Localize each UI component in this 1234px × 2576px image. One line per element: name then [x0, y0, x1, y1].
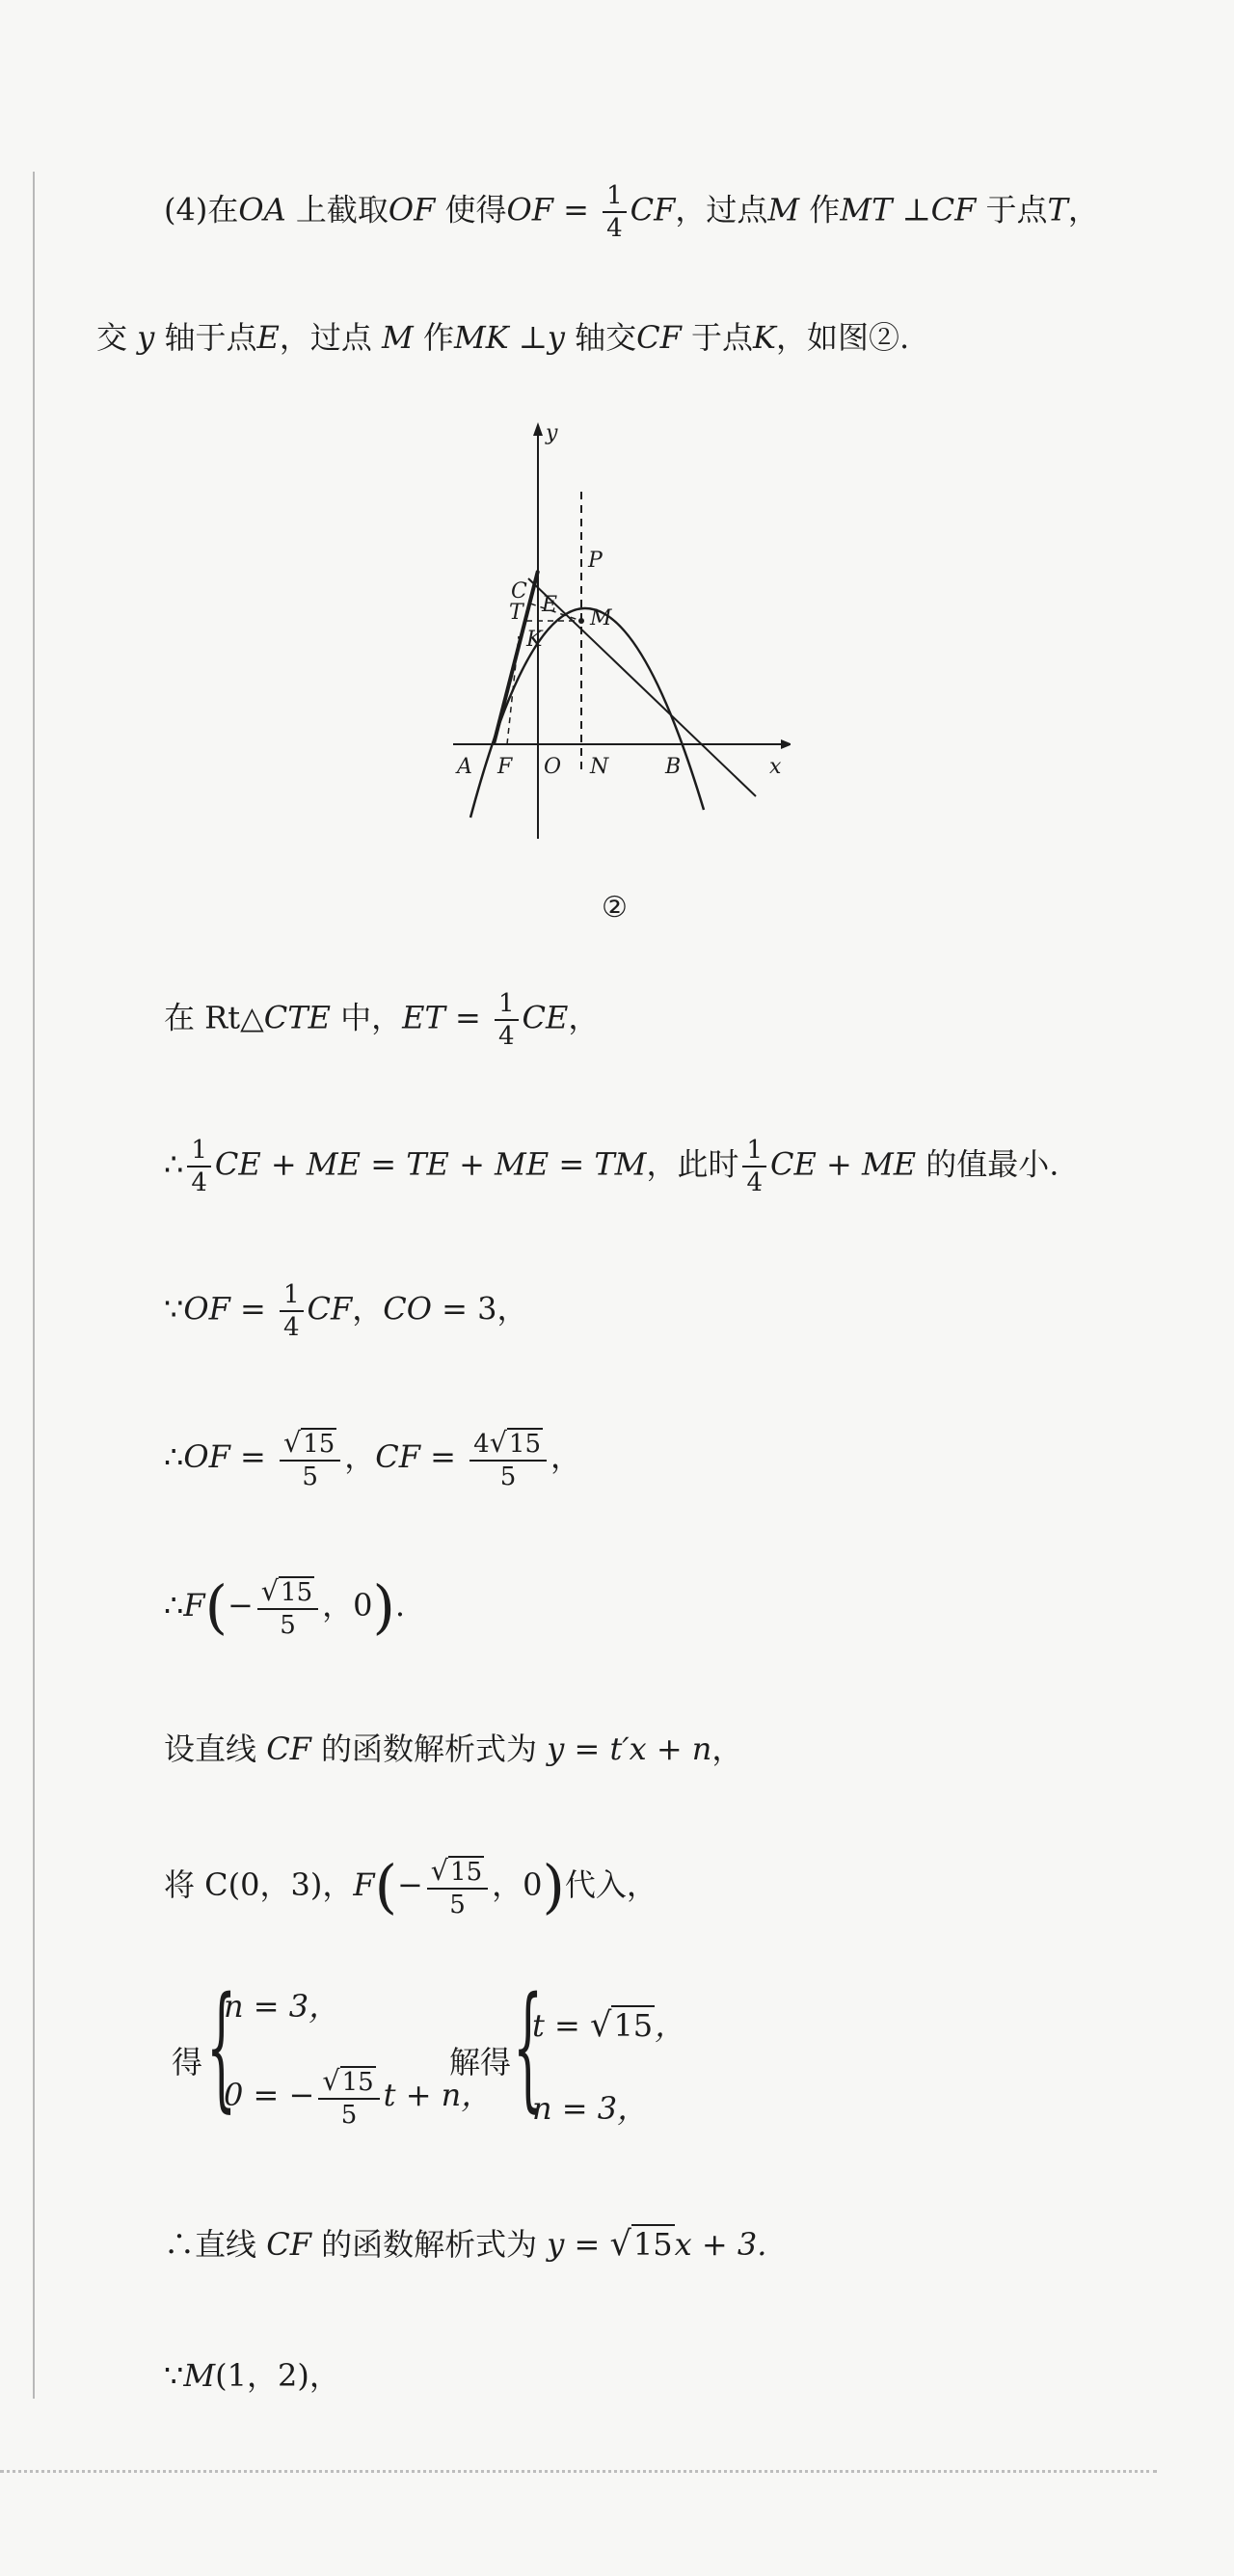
therefore-symbol: ∴ — [164, 1145, 184, 1183]
therefore-symbol: ∴ — [164, 1438, 184, 1475]
label-C: C — [511, 579, 527, 604]
label-B: B — [665, 755, 682, 779]
sqrt: √15 — [322, 2064, 374, 2097]
math-var: CF — [375, 1438, 420, 1475]
math-var: M — [382, 319, 414, 356]
text: 的函数解析式为 — [310, 2226, 548, 2263]
numerator — [427, 1854, 488, 1890]
math-var: CTE — [263, 999, 331, 1036]
radicand: 15 — [303, 1430, 335, 1459]
label-M: M — [590, 606, 612, 631]
label-N: N — [590, 755, 609, 779]
sqrt: √15 — [430, 1854, 483, 1887]
numerator — [318, 2064, 379, 2100]
math-var: M — [183, 2357, 216, 2394]
text: 使得 — [435, 191, 507, 228]
fraction — [427, 1854, 488, 1919]
math-var: OF — [388, 191, 436, 228]
text: ，如图②. — [775, 319, 910, 356]
text: 的值最小. — [916, 1145, 1060, 1183]
left-brace: { — [206, 1969, 237, 2126]
text: ， — [568, 999, 600, 1036]
numerator — [257, 1574, 318, 1610]
math-var: CF — [636, 319, 682, 356]
part4-line1 — [164, 183, 1099, 241]
fraction — [280, 1282, 304, 1340]
math-var: OA — [238, 191, 286, 228]
text: 解得 — [449, 2044, 512, 2080]
text: ， — [352, 1290, 384, 1328]
fraction — [318, 2064, 379, 2130]
x-axis-arrow — [781, 739, 791, 749]
radicand: 15 — [632, 2226, 673, 2263]
math-var: OF — [183, 1438, 230, 1475]
denominator: 5 — [449, 1891, 466, 1919]
text: = 3， — [431, 1290, 528, 1328]
text: 于点 — [681, 319, 754, 356]
solution-row-1 — [532, 2001, 685, 2046]
fraction — [187, 1138, 211, 1195]
y-axis-arrow — [533, 422, 543, 436]
math-var: F — [353, 1866, 375, 1903]
sqrt: √15 — [260, 1574, 313, 1607]
math-var: OF — [506, 191, 553, 228]
figure-caption: ② — [602, 891, 628, 925]
text: ，此时 — [646, 1145, 739, 1183]
solution-line-6 — [164, 1726, 742, 1772]
label-F: F — [497, 755, 513, 779]
denominator: 4 — [497, 1022, 515, 1051]
fraction — [495, 991, 519, 1049]
text: = — [552, 191, 600, 228]
coefficient: 4 — [473, 1430, 490, 1459]
radicand: 15 — [450, 1858, 483, 1887]
text: t = — [532, 2007, 591, 2044]
solution-row-2: n = 3， — [532, 2090, 649, 2127]
line-PB — [528, 578, 756, 796]
margin-line — [33, 172, 35, 2399]
sqrt: √15 — [590, 2005, 654, 2045]
denominator: 4 — [282, 1313, 300, 1342]
because-symbol: ∵ — [164, 2357, 184, 2394]
text: − — [396, 1866, 423, 1903]
sqrt: √15 — [609, 2224, 673, 2264]
text: 作 — [799, 191, 841, 228]
math-var: CF — [266, 1731, 311, 1767]
denominator: 5 — [302, 1462, 318, 1491]
text: ⊥ — [892, 191, 931, 228]
text: = — [444, 999, 491, 1036]
math-var: CE — [522, 999, 569, 1036]
equation-row-1: n = 3， — [224, 1988, 340, 2025]
right-paren: ) — [542, 1853, 565, 1921]
solution-line-5 — [164, 1573, 406, 1642]
text: 上截取 — [285, 191, 389, 228]
equation-system — [164, 1969, 742, 2146]
numerator — [280, 1426, 340, 1462]
text: ， — [711, 1731, 743, 1767]
text: ， — [1067, 191, 1099, 228]
solution-line-3 — [164, 1282, 527, 1340]
text: 代入， — [564, 1866, 657, 1903]
text: 将 C(0，3)， — [164, 1866, 354, 1903]
label-P: P — [588, 549, 603, 573]
numerator: 1 — [603, 183, 627, 213]
radicand: 15 — [508, 1430, 542, 1459]
text: 于点 — [976, 191, 1048, 228]
text: 得 — [172, 2044, 203, 2080]
parabola-figure — [424, 415, 791, 858]
numerator: 1 — [742, 1138, 766, 1167]
solution-line-1 — [164, 991, 599, 1049]
text: ，过点 — [279, 319, 382, 356]
math-var: K — [753, 319, 776, 356]
denominator: 5 — [499, 1462, 517, 1491]
label-y: y — [546, 421, 558, 445]
label-E: E — [542, 593, 558, 617]
text: 轴于点 — [154, 319, 257, 356]
denominator: 5 — [280, 1611, 296, 1640]
text: (4)在 — [164, 191, 239, 228]
text: 轴交 — [564, 319, 637, 356]
math-var: CO — [383, 1290, 432, 1328]
math-var: M — [767, 191, 800, 228]
denominator: 4 — [746, 1168, 763, 1197]
math-var: MK — [453, 319, 509, 356]
text: ， — [655, 2007, 686, 2044]
denominator: 5 — [340, 2101, 358, 2130]
text: = — [229, 1290, 276, 1328]
math-expr: CE + ME = TE + ME = TM — [214, 1145, 647, 1183]
math-expr: y = — [547, 2226, 610, 2263]
text: = — [419, 1438, 467, 1475]
text: 的函数解析式为 — [310, 1731, 548, 1767]
math-var: MT — [840, 191, 893, 228]
denominator: 4 — [191, 1168, 207, 1197]
numerator: 1 — [187, 1138, 211, 1167]
label-A: A — [457, 755, 472, 779]
radicand: 15 — [613, 2007, 654, 2044]
sqrt: √15 — [282, 1426, 335, 1459]
text: ， — [344, 1438, 376, 1475]
text: t + n， — [383, 2077, 493, 2113]
text: ， — [550, 1438, 582, 1475]
label-x: x — [769, 755, 782, 779]
math-var: F — [183, 1587, 205, 1623]
text: ，过点 — [675, 191, 768, 228]
page-divider — [0, 2470, 1157, 2473]
solution-line-2 — [164, 1138, 1059, 1195]
because-symbol: ∵ — [164, 1290, 184, 1328]
text: ，0 — [492, 1866, 543, 1903]
text: ，0 — [322, 1587, 373, 1623]
text: (1，2)， — [215, 2357, 340, 2394]
text: ⊥ — [508, 319, 548, 356]
math-var: y — [137, 319, 155, 356]
text: 0 = − — [224, 2077, 315, 2113]
text: − — [227, 1587, 254, 1623]
text: 直线 — [195, 2226, 267, 2263]
fraction — [257, 1574, 318, 1640]
fraction — [603, 183, 627, 241]
numerator: 1 — [495, 991, 519, 1021]
math-var: CF — [630, 191, 676, 228]
math-var: OF — [183, 1290, 230, 1328]
sqrt: √15 — [489, 1426, 542, 1459]
text: 作 — [413, 319, 454, 356]
right-paren: ) — [372, 1573, 395, 1642]
math-var: CF — [930, 191, 977, 228]
math-var: ET — [402, 999, 445, 1036]
solution-line-9 — [164, 2221, 766, 2267]
therefore-symbol: ∴ — [164, 2226, 196, 2263]
numerator: 1 — [280, 1282, 304, 1312]
text: 设直线 — [164, 1731, 267, 1767]
fraction — [280, 1426, 340, 1491]
left-paren: ( — [374, 1853, 397, 1921]
label-K: K — [526, 628, 543, 652]
numerator — [469, 1426, 547, 1462]
denominator: 4 — [606, 214, 623, 243]
math-var: CF — [266, 2226, 311, 2263]
math-expr: x + 3. — [674, 2226, 767, 2263]
left-paren: ( — [204, 1573, 228, 1642]
label-O: O — [544, 755, 562, 779]
solution-line-7 — [164, 1853, 657, 1921]
fraction — [469, 1426, 547, 1491]
math-expr: y = t′x + n — [547, 1731, 712, 1767]
part4-line2 — [96, 314, 909, 361]
solution-line-10 — [164, 2352, 340, 2399]
solution-line-4 — [164, 1426, 582, 1491]
math-var: y — [547, 319, 565, 356]
text: = — [229, 1438, 276, 1475]
text: 交 — [96, 319, 138, 356]
point-M — [578, 618, 584, 624]
math-var: T — [1047, 191, 1068, 228]
text: 在 Rt△ — [164, 999, 264, 1036]
fraction — [742, 1138, 766, 1195]
left-brace-2: { — [513, 1969, 544, 2126]
math-expr: CE + ME — [770, 1145, 917, 1183]
radicand: 15 — [341, 2068, 374, 2097]
math-var: CF — [307, 1290, 353, 1328]
text: . — [394, 1587, 406, 1623]
therefore-symbol: ∴ — [164, 1587, 184, 1623]
text: 中， — [330, 999, 403, 1036]
math-var: E — [256, 319, 280, 356]
label-T: T — [509, 601, 523, 625]
radicand: 15 — [281, 1578, 313, 1607]
